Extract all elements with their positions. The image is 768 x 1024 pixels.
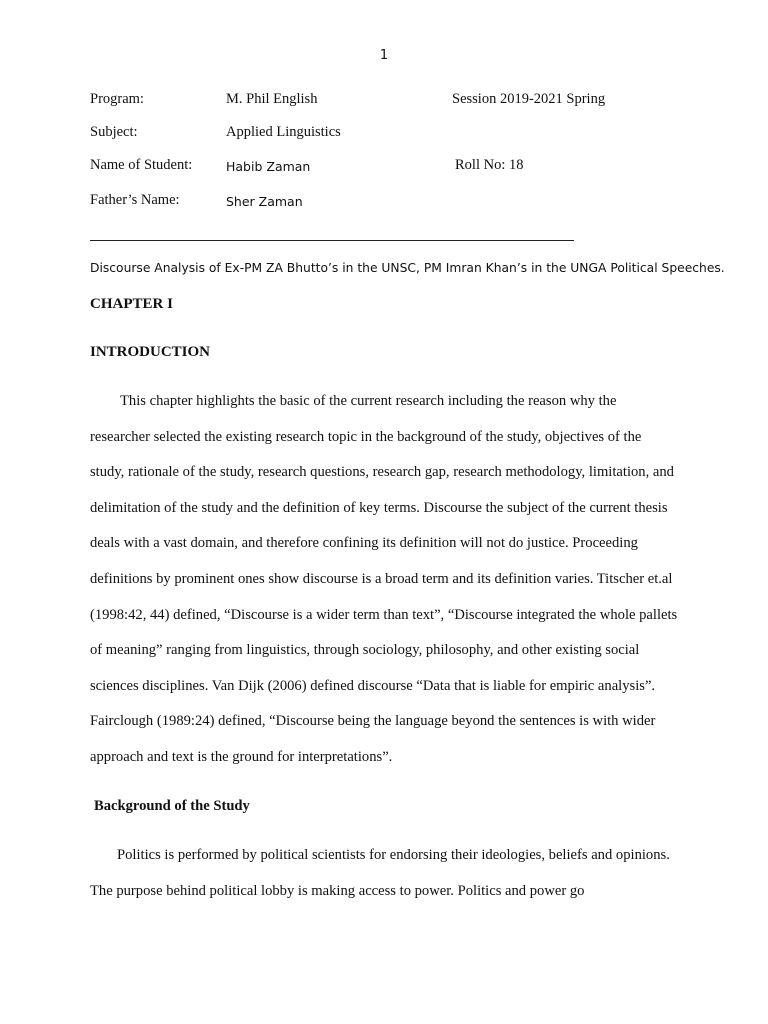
program-value: M. Phil English <box>226 91 318 107</box>
program-label: Program: <box>90 91 144 107</box>
introduction-paragraph: This chapter highlights the basic of the current research including the reason why the researcher selected the existing research topic in the background of the study, objectives of the study, rationale of the study, research questions, research gap, research methodology, limitation, and delimitation of the study and the definition of key terms. Discourse the subject of the current thesis deals with a vast domain, and therefore confining its definition will not do justice. Proceeding definitions by prominent ones show discourse is a broad term and its definition varies. Titscher et.al (1998:42, 44) defined, “Discourse is a wider term than text”, “Discourse integrated the whole pallets of meaning” ranging from linguistics, through sociology, philosophy, and other existing social sciences disciplines. Van Dijk (2006) defined discourse “Data that is liable for empiric analysis”. Fairclough (1989:24) defined, “Discourse being the language beyond the sentences is with wider approach and text is the ground for interpretations”. <box>90 393 678 765</box>
thesis-title: Discourse Analysis of Ex-PM ZA Bhutto’s in the UNSC, PM Imran Khan’s in the UNGA Political Speeches. <box>90 261 725 275</box>
page-number: 1 <box>379 48 389 63</box>
subject-value: Applied Linguistics <box>226 124 341 140</box>
student-label: Name of Student: <box>90 157 193 173</box>
chapter-heading: CHAPTER I <box>90 296 173 312</box>
father-value: Sher Zaman <box>226 194 303 209</box>
separator-rule <box>90 240 574 241</box>
subject-row <box>90 124 690 146</box>
student-value: Habib Zaman <box>226 159 311 174</box>
introduction-heading: INTRODUCTION <box>90 344 211 360</box>
roll-number: Roll No: 18 <box>455 157 524 173</box>
background-heading: Background of the Study <box>94 798 250 814</box>
session-text: Session 2019-2021 Spring <box>452 91 606 107</box>
background-paragraph: Politics is performed by political scientists for endorsing their ideologies, beliefs and opinions. The purpose behind political lobby is making access to power. Politics and power go <box>90 847 670 899</box>
subject-label: Subject: <box>90 124 138 140</box>
father-label: Father’s Name: <box>90 192 180 208</box>
father-row <box>90 192 690 214</box>
student-row <box>90 157 690 179</box>
program-row <box>90 91 690 113</box>
